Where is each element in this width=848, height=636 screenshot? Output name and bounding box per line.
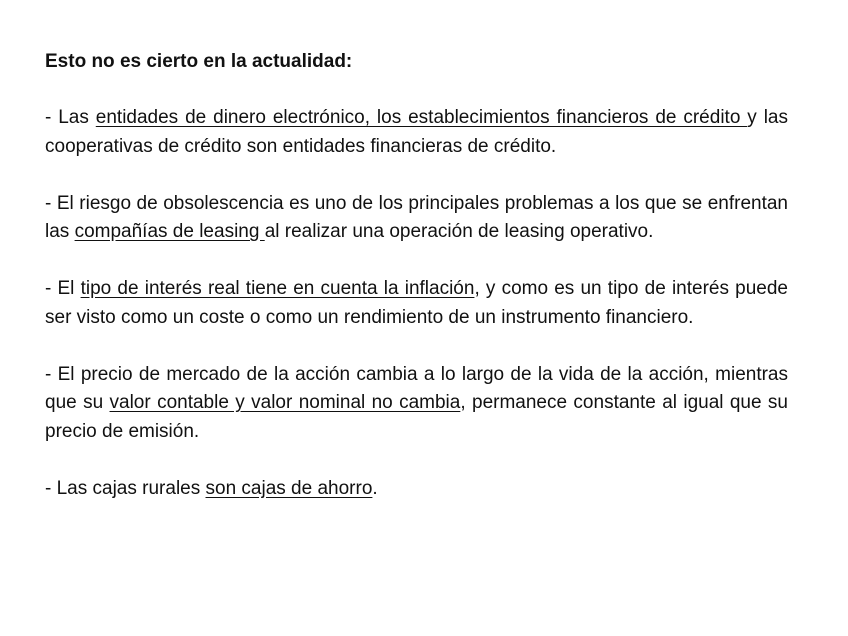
statement-2 — [45, 190, 788, 247]
statement-3-underlined: tipo de interés real tiene en cuenta la inflación — [80, 278, 475, 299]
statement-3 — [45, 275, 788, 332]
statement-4-text-b: , permanece constante al igual que su precio de emisión. — [45, 392, 788, 442]
heading: Esto no es cierto en la actualidad: — [45, 51, 353, 72]
statement-2-text-a: - El riesgo de obsolescencia es uno de los principales problemas a los que se enfrentan las — [45, 192, 788, 242]
statement-5-text-b: . — [372, 477, 378, 499]
statement-1-underlined: entidades de dinero electrónico, los establecimientos financieros de crédito — [95, 107, 748, 128]
statement-1-text-a: - Las — [45, 107, 96, 128]
statement-2-underlined: compañías de leasing — [74, 221, 265, 242]
statement-1 — [45, 104, 788, 161]
statement-5-underlined: son cajas de ahorro — [205, 477, 373, 499]
statement-5 — [45, 475, 788, 504]
statement-4-underlined: valor contable y valor nominal no cambia — [109, 392, 461, 413]
statement-3-text-a: - El — [45, 278, 81, 299]
statement-4-text-a: - El precio de mercado de la acción cambia a lo largo de la vida de la acción, mientras que su — [45, 363, 788, 413]
statement-1-text-b: y las cooperativas de crédito son entidades financieras de crédito. — [45, 107, 788, 157]
statement-4 — [45, 361, 788, 447]
statement-2-text-b: al realizar una operación de leasing operativo. — [264, 221, 654, 242]
statement-5-text-a: - Las cajas rurales — [45, 477, 206, 499]
statement-3-text-b: , y como es un tipo de interés puede ser visto como un coste o como un rendimiento de un instrumento financiero. — [45, 278, 788, 328]
